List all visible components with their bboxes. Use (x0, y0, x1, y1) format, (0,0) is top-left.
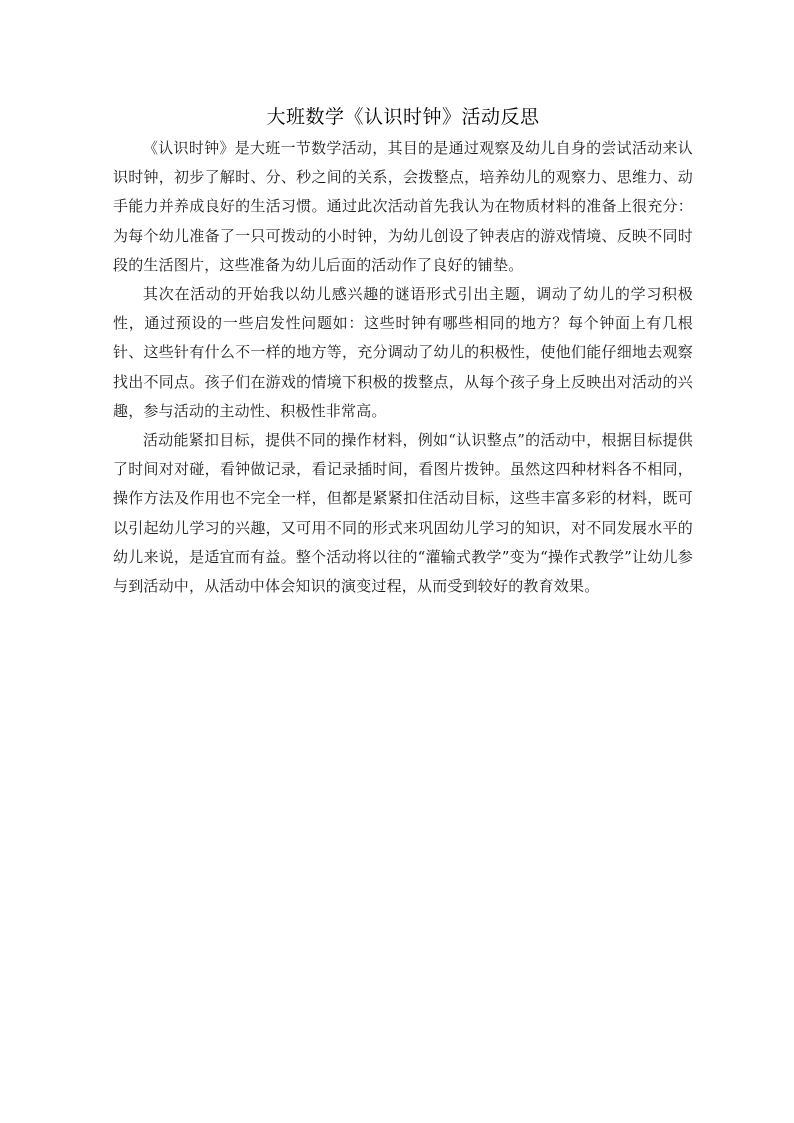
document-body (113, 100, 693, 601)
document-title: 大班数学《认识时钟》活动反思 (266, 106, 540, 128)
paragraph-3: 活动能紧扣目标，提供不同的操作材料，例如“认识整点”的活动中，根据目标提供了时间对对碰，看钟做记录，看记录插时间，看图片拨钟。虽然这四种材料各不相同，操作方法及作用也不完全一样，但都是紧紧扣住活动目标，这些丰富多彩的材料，既可以引起幼儿学习的兴趣，又可用不同的形式来巩固幼儿学习的知识，对不同发展水平的幼儿来说，是适宜而有益。整个活动将以往的“灌输式教学”变为“操作式教学”让幼儿参与到活动中，从活动中体会知识的演变过程，从而受到较好的教育效果。 (113, 431, 693, 596)
paragraph-1: 《认识时钟》是大班一节数学活动，其目的是通过观察及幼儿自身的尝试活动来认识时钟，初步了解时、分、秒之间的关系，会拨整点，培养幼儿的观察力、思维力、动手能力并养成良好的生活习惯。通过此次活动首先我认为在物质材料的准备上很充分：为每个幼儿准备了一只可拨动的小时钟，为幼儿创设了钟表店的游戏情境、反映不同时段的生活图片，这些准备为幼儿后面的活动作了良好的铺垫。 (113, 139, 693, 274)
paragraph-2: 其次在活动的开始我以幼儿感兴趣的谜语形式引出主题，调动了幼儿的学习积极性，通过预设的一些启发性问题如：这些时钟有哪些相同的地方？每个钟面上有几根针、这些针有什么不一样的地方等，充分调动了幼儿的积极性，使他们能仔细地去观察找出不同点。孩子们在游戏的情境下积极的拨整点，从每个孩子身上反映出对活动的兴趣，参与活动的主动性、积极性非常高。 (113, 285, 693, 420)
